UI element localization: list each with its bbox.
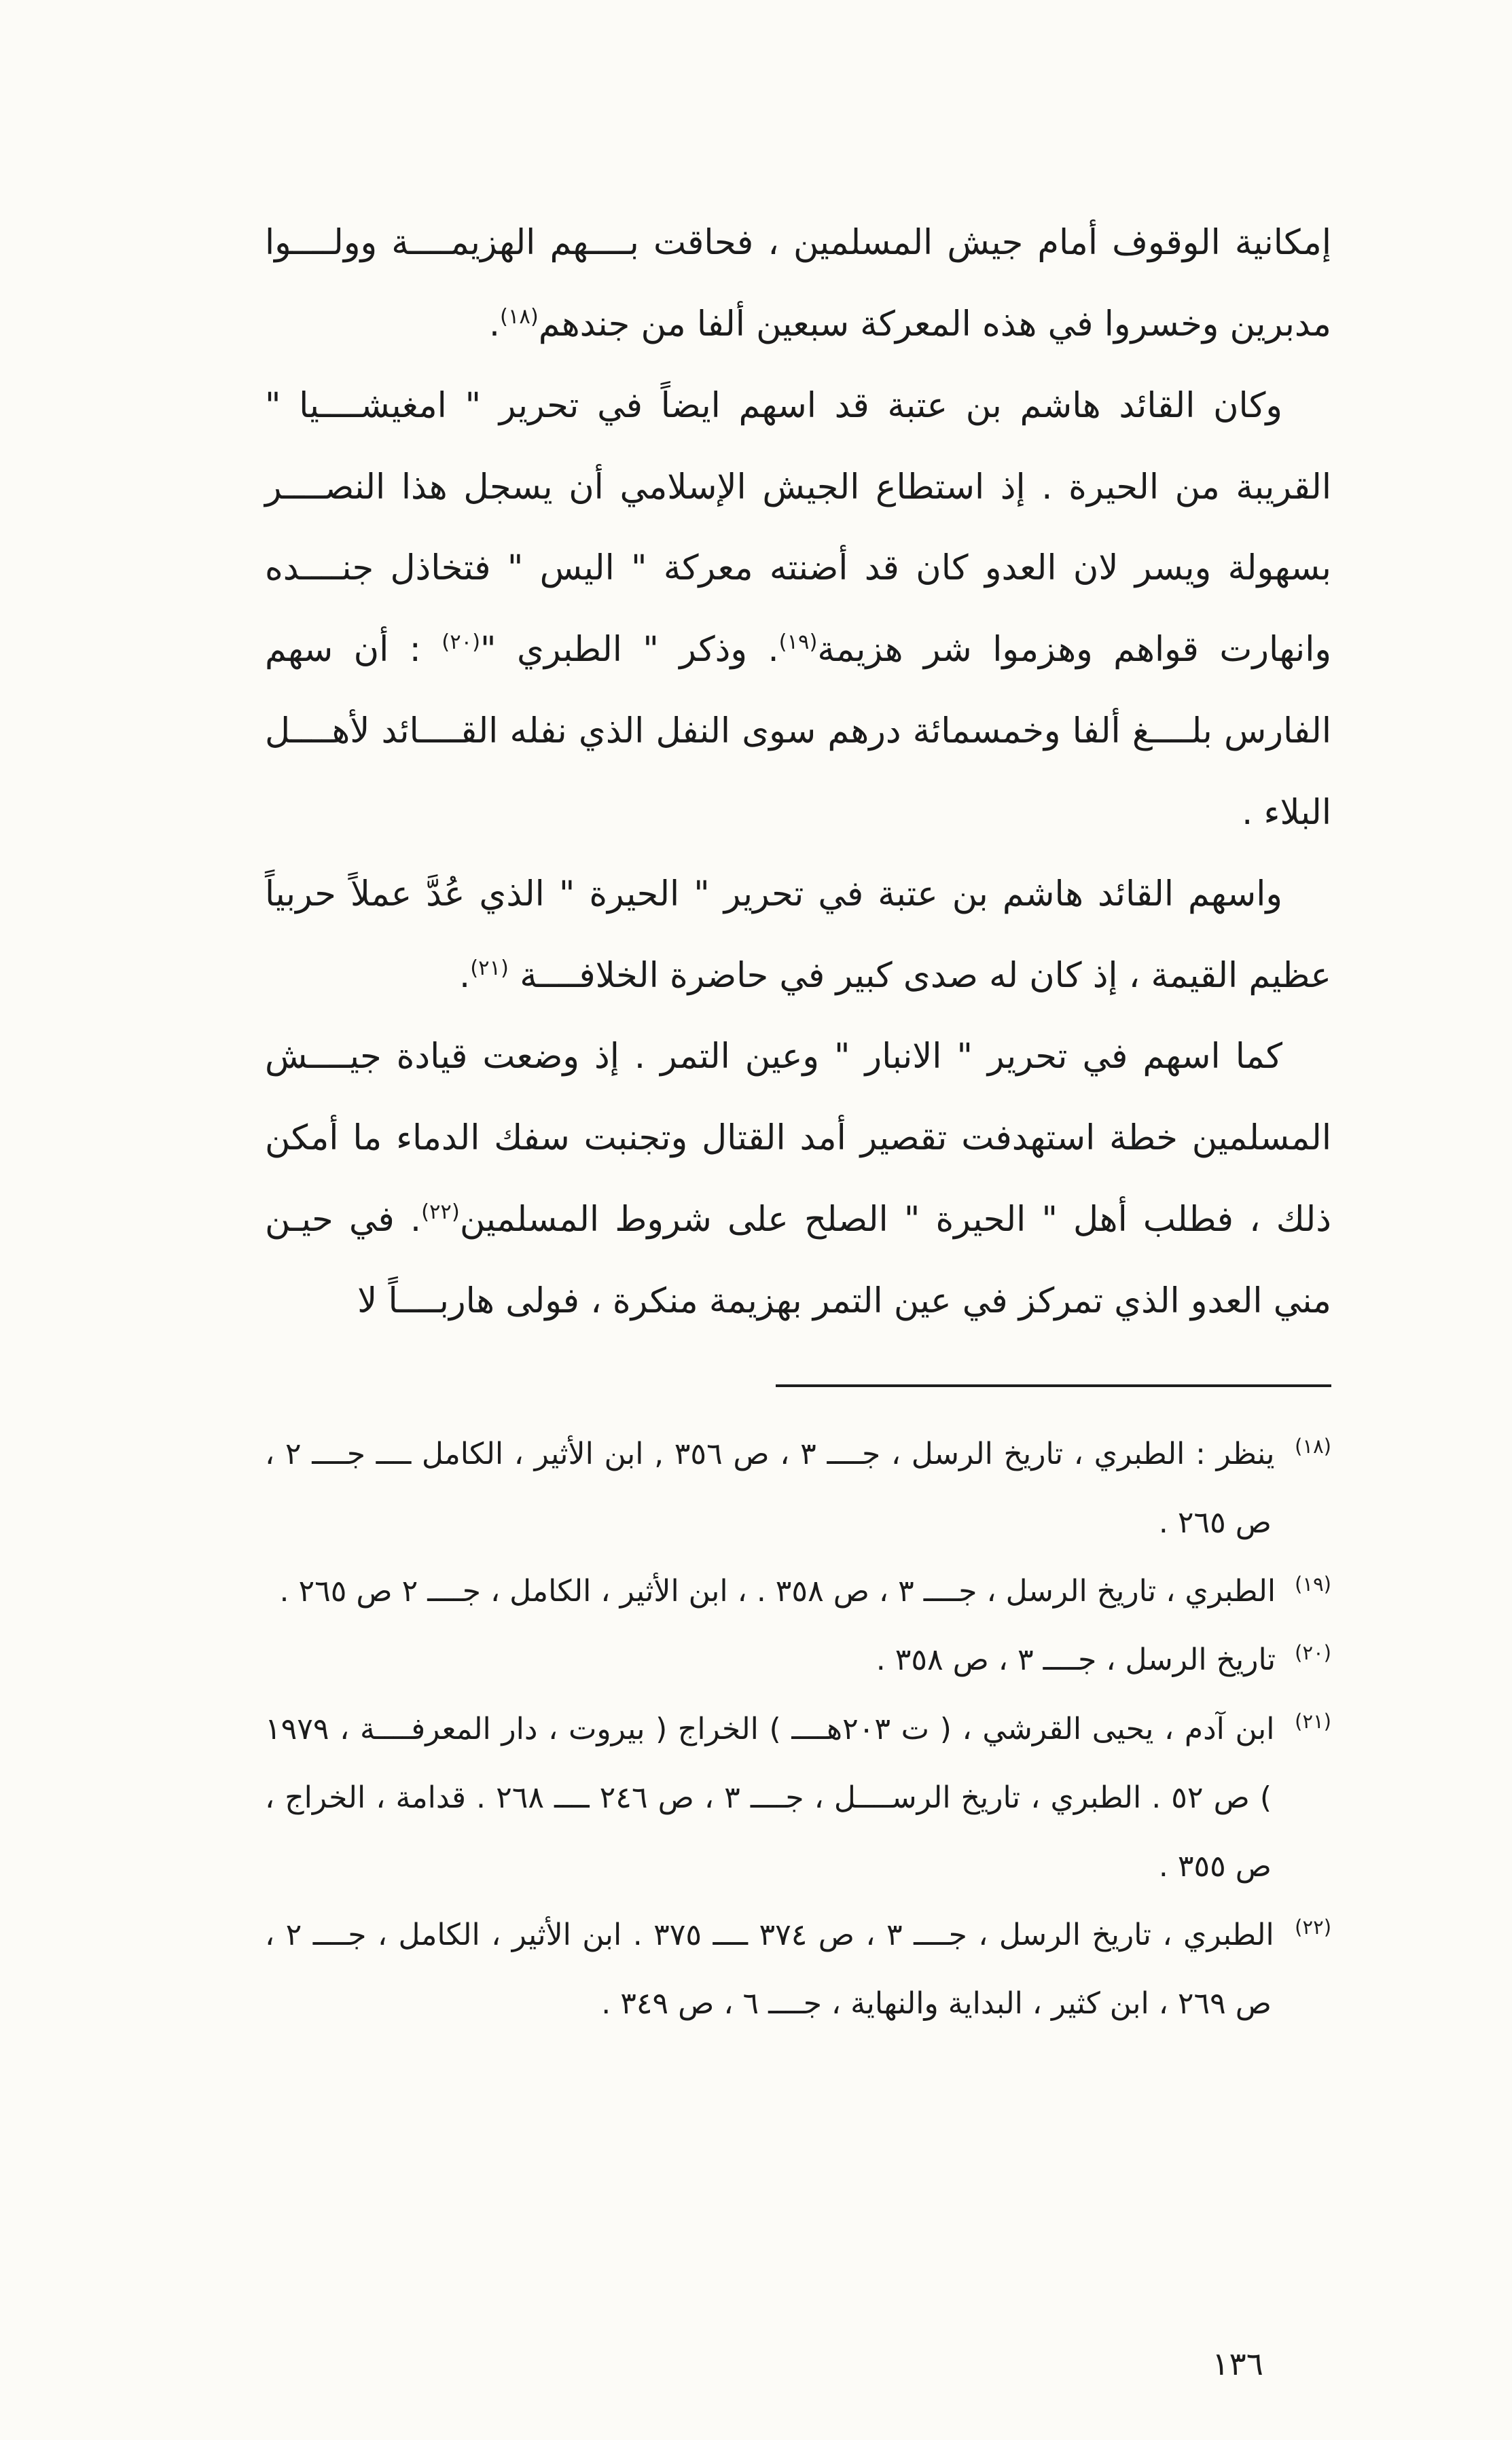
footnote-21	[265, 1695, 1331, 1901]
body-paragraph-4: كما اسهم في تحرير " الانبار " وعين التمر . إذ وضعت قيادة جيــــش المسلمين خطة استهدفت تقصير أمد القتال وتجنبت سفك الدماء ما أمكن ذلك ، فطلب أهل " الحيرة " الصلح على شروط المسلمين$^{(٢٢)}$. في حيـن مني العدو الذي تمركز في عين التمر بهزيمة منكرة ، فولى هاربــــاً لا	[265, 1037, 1332, 1321]
footnote-text: ابن آدم ، يحيى القرشي ، ( ت ٢٠٣هــــ ) الخراج ( بيروت ، دار المعرفــــة ، ١٩٧٩ ) ص ٥٢ . الطبري ، تاريخ الرســــل ، جــــ ٣ ، ص ٢٤٦ ــــ ٢٦٨ . قدامة ، الخراج ، ص ٣٥٥ .	[265, 1711, 1275, 1884]
footnote-marker: (١٨)	[1295, 1435, 1331, 1458]
footnote-19	[265, 1557, 1331, 1626]
footnote-22	[265, 1901, 1331, 2038]
footnote-marker: (٢٠)	[1295, 1640, 1331, 1664]
body-paragraph-1: إمكانية الوقوف أمام جيش المسلمين ، فحاقت بــــهم الهزيمــــة وولــــوا مدبرين وخسروا في هذه المعركة سبعين ألفا من جندهم$^{(١٨)}$.	[265, 223, 1331, 344]
body-text	[265, 202, 1331, 1342]
footnote-20	[265, 1626, 1331, 1694]
body-paragraph-2: وكان القائد هاشم بن عتبة قد اسهم ايضاً في تحرير " امغيشــــيا " القريبة من الحيرة . إذ استطاع الجيش الإسلامي أن يسجل هذا النصــــر بسهولة ويسر لان العدو كان قد أضنته معركة " اليس " فتخاذل جنــــده وانهارت قواهم وهزموا شر هزيمة$^{(١٩)}$. وذكر " الطبري "$^{(٢٠)}$ : أن سهم الفارس بلــــغ ألفا وخمسمائة درهم سوى النفل الذي نفله القــــائد لأهــــل البلاء .	[265, 385, 1331, 833]
body-paragraph-3: واسهم القائد هاشم بن عتبة في تحرير " الحيرة " الذي عُدَّ عملاً حربياً عظيم القيمة ، إذ كان له صدى كبير في حاضرة الخلافــــة $^{(٢١)}$.	[265, 874, 1331, 996]
footnote-text: ينظر : الطبري ، تاريخ الرسل ، جــــ ٣ ، ص ٣٥٦ , ابن الأثير ، الكامل ــــ جــــ ٢ ، ص ٢٦٥ .	[265, 1436, 1275, 1540]
footnote-text: الطبري ، تاريخ الرسل ، جــــ ٣ ، ص ٣٧٤ ــــ ٣٧٥ . ابن الأثير ، الكامل ، جــــ ٢ ، ص ٢٦٩ ، ابن كثير ، البداية والنهاية ، جــــ ٦ ، ص ٣٤٩ .	[265, 1918, 1274, 2022]
footnote-18	[265, 1420, 1331, 1557]
footnote-separator	[776, 1384, 1331, 1387]
footnote-text: الطبري ، تاريخ الرسل ، جــــ ٣ ، ص ٣٥٨ . ، ابن الأثير ، الكامل ، جــــ ٢ ص ٢٦٥ .	[279, 1574, 1276, 1609]
footnotes-section	[265, 1420, 1331, 2039]
footnote-text: تاريخ الرسل ، جــــ ٣ ، ص ٣٥٨ .	[876, 1643, 1276, 1678]
footnote-marker: (٢١)	[1295, 1709, 1331, 1733]
page-number: ١٣٦	[1212, 2346, 1263, 2383]
footnote-marker: (١٩)	[1295, 1572, 1331, 1596]
footnote-marker: (٢٢)	[1295, 1916, 1332, 1939]
